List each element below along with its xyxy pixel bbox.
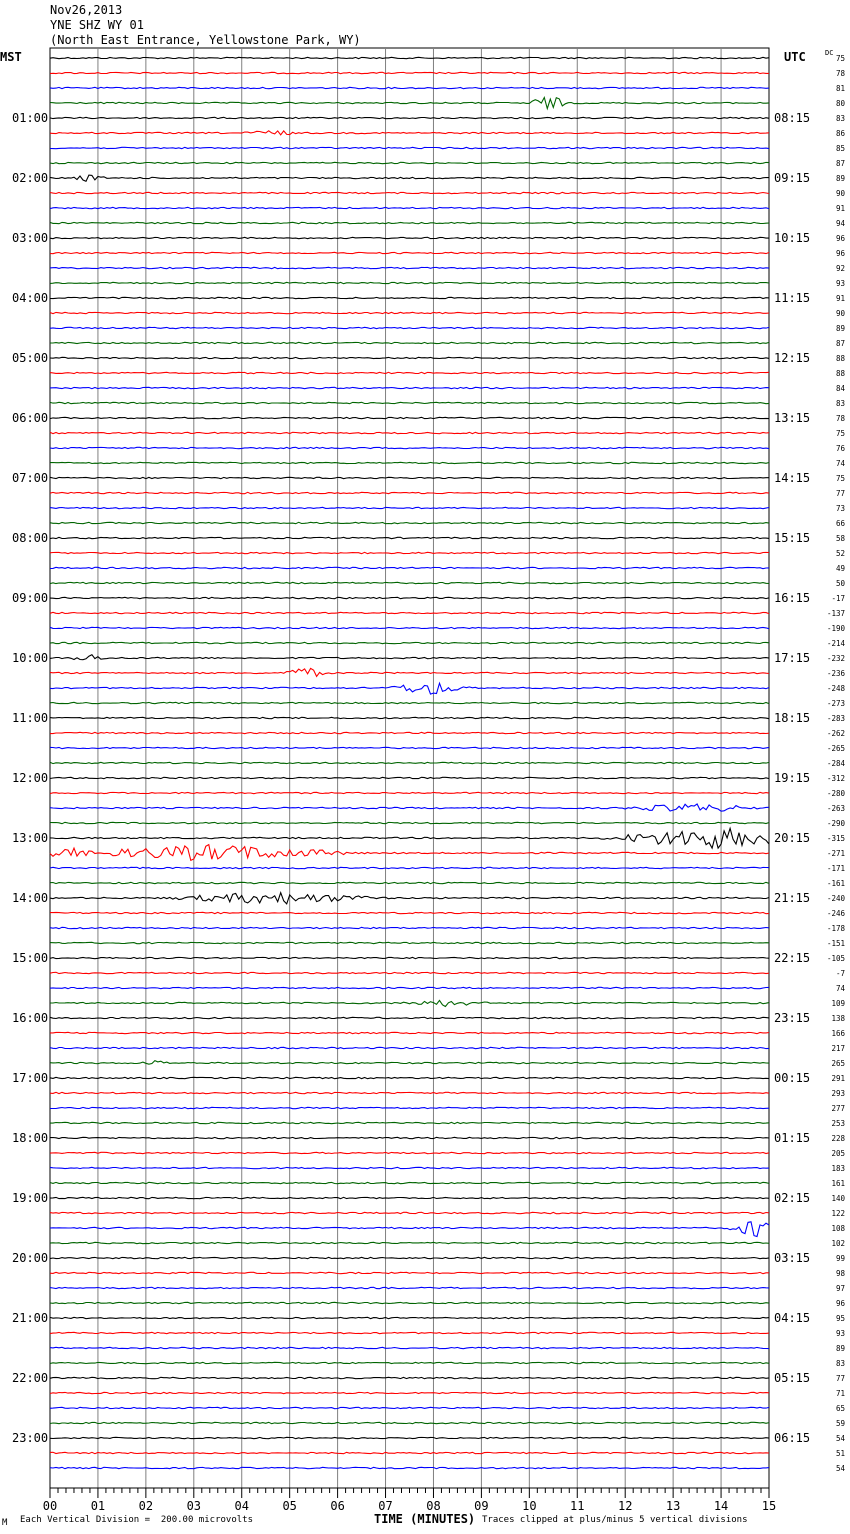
left-hour-label: 11:00	[12, 711, 49, 725]
dc-offset-label: 109	[831, 999, 845, 1008]
left-hour-label: 20:00	[12, 1251, 49, 1265]
dc-offset-label: 102	[831, 1239, 845, 1248]
dc-offset-label: 108	[831, 1224, 845, 1233]
trace-line	[50, 777, 769, 778]
trace-line	[50, 655, 769, 660]
trace-line	[50, 237, 769, 238]
dc-offset-label: 90	[835, 309, 845, 318]
trace-line	[50, 87, 769, 88]
dc-offset-label: 88	[835, 354, 845, 363]
trace-line	[50, 1222, 769, 1237]
dc-offset-label: -190	[826, 624, 845, 633]
trace-line	[50, 1332, 769, 1333]
dc-offset-label: 89	[835, 174, 845, 183]
dc-offset-label: 91	[835, 294, 845, 303]
station-label: YNE SHZ WY 01	[50, 18, 144, 32]
trace-line	[50, 1212, 769, 1213]
trace-line	[50, 893, 769, 904]
left-hour-label: 03:00	[12, 231, 49, 245]
left-hour-label: 16:00	[12, 1011, 49, 1025]
trace-line	[50, 732, 769, 733]
left-hour-label: 05:00	[12, 351, 49, 365]
right-hour-label: 22:15	[774, 951, 811, 965]
dc-offset-label: 50	[835, 579, 845, 588]
right-hour-label: 05:15	[774, 1371, 811, 1385]
dc-offset-label: 87	[835, 159, 845, 168]
dc-offset-label: 75	[835, 54, 845, 63]
dc-offset-label: 54	[835, 1434, 845, 1443]
x-tick-label: 05	[282, 1499, 297, 1513]
x-tick-label: 12	[617, 1499, 633, 1513]
trace-line	[50, 792, 769, 793]
x-tick-label: 01	[90, 1499, 106, 1513]
trace-line	[50, 72, 769, 73]
trace-line	[50, 867, 769, 868]
right-hour-label: 14:15	[774, 471, 811, 485]
dc-offset-label: 78	[835, 69, 845, 78]
trace-line	[50, 98, 769, 109]
right-hour-label: 02:15	[774, 1191, 811, 1205]
x-tick-label: 06	[330, 1499, 345, 1513]
trace-line	[50, 957, 769, 958]
dc-offset-label: -236	[826, 669, 845, 678]
dc-offset-label: 74	[835, 984, 845, 993]
trace-line	[50, 627, 769, 628]
dc-offset-label: 89	[835, 1344, 845, 1353]
trace-line	[50, 1152, 769, 1153]
left-hour-label: 10:00	[12, 651, 49, 665]
dc-offset-label: 66	[835, 519, 845, 528]
right-hour-label: 03:15	[774, 1251, 811, 1265]
trace-line	[50, 1167, 769, 1168]
trace-line	[50, 1032, 769, 1033]
trace-line	[50, 1137, 769, 1138]
trace-line	[50, 162, 769, 163]
dc-offset-label: 92	[835, 264, 845, 273]
left-hour-label: 14:00	[12, 891, 49, 905]
trace-line	[50, 1422, 769, 1423]
left-hour-label: 12:00	[12, 771, 49, 785]
dc-offset-label: 76	[835, 444, 845, 453]
trace-line	[50, 828, 769, 848]
dc-offset-label: -105	[826, 954, 845, 963]
dc-offset-label: 96	[835, 1299, 845, 1308]
dc-offset-label: -290	[826, 819, 845, 828]
dc-offset-label: -271	[826, 849, 845, 858]
dc-offset-label: 83	[835, 399, 845, 408]
dc-offset-label: 89	[835, 324, 845, 333]
dc-offset-label: -262	[826, 729, 845, 738]
x-tick-label: 15	[761, 1499, 777, 1513]
dc-offset-label: 205	[831, 1149, 845, 1158]
dc-offset-label: -171	[826, 864, 845, 873]
trace-line	[50, 683, 769, 694]
left-hour-label: 19:00	[12, 1191, 49, 1205]
trace-line	[50, 1242, 769, 1243]
dc-offset-label: 81	[835, 84, 845, 93]
trace-line	[50, 1000, 769, 1006]
left-hour-label: 02:00	[12, 171, 49, 185]
dc-offset-label: 96	[835, 249, 845, 258]
dc-offset-label: 253	[831, 1119, 845, 1128]
trace-line	[50, 1392, 769, 1393]
trace-line	[50, 1182, 769, 1183]
trace-line	[50, 297, 769, 298]
dc-offset-label: 52	[835, 549, 845, 558]
date-label: Nov26,2013	[50, 3, 123, 17]
dc-offset-label: 65	[835, 1404, 845, 1413]
dc-offset-label: -178	[826, 924, 845, 933]
right-hour-label: 04:15	[774, 1311, 811, 1325]
trace-line	[50, 1077, 769, 1078]
dc-offset-label: 59	[835, 1419, 845, 1428]
dc-offset-label: 228	[831, 1134, 845, 1143]
dc-offset-label: 83	[835, 114, 845, 123]
trace-line	[50, 762, 769, 763]
dc-offset-label: 51	[835, 1449, 845, 1458]
dc-offset-label: 77	[835, 489, 845, 498]
right-hour-label: 20:15	[774, 831, 811, 845]
corner-mark: M	[2, 1518, 8, 1528]
trace-line	[50, 175, 769, 181]
trace-line	[50, 1092, 769, 1093]
dc-offset-label: 83	[835, 1359, 845, 1368]
dc-offset-label: 265	[831, 1059, 845, 1068]
trace-line	[50, 717, 769, 718]
dc-offset-label: -137	[826, 609, 845, 618]
right-hour-label: 09:15	[774, 171, 811, 185]
trace-line	[50, 477, 769, 478]
trace-line	[50, 507, 769, 508]
dc-offset-label: -315	[826, 834, 845, 843]
right-hour-label: 19:15	[774, 771, 811, 785]
left-hour-label: 23:00	[12, 1431, 49, 1445]
left-hour-label: 15:00	[12, 951, 49, 965]
dc-offset-label: 88	[835, 369, 845, 378]
trace-line	[50, 1362, 769, 1363]
dc-offset-label: 80	[835, 99, 845, 108]
trace-line	[50, 282, 769, 283]
trace-line	[50, 642, 769, 643]
dc-offset-label: 86	[835, 129, 845, 138]
dc-offset-label: 74	[835, 459, 845, 468]
dc-offset-label: -17	[831, 594, 845, 603]
trace-line	[50, 612, 769, 613]
dc-offset-label: -248	[826, 684, 845, 693]
dc-offset-label: -273	[826, 699, 845, 708]
trace-line	[50, 597, 769, 598]
trace-line	[50, 972, 769, 973]
dc-offset-label: 140	[831, 1194, 845, 1203]
trace-line	[50, 252, 769, 253]
trace-line	[50, 1272, 769, 1273]
dc-offset-label: 96	[835, 234, 845, 243]
trace-line	[50, 402, 769, 403]
x-tick-label: 00	[42, 1499, 58, 1513]
trace-line	[50, 417, 769, 418]
location-label: (North East Entrance, Yellowstone Park, WY)	[50, 33, 361, 47]
left-hour-label: 06:00	[12, 411, 49, 425]
right-hour-label: 21:15	[774, 891, 811, 905]
trace-line	[50, 492, 769, 493]
dc-offset-label: 277	[831, 1104, 845, 1113]
trace-line	[50, 357, 769, 358]
trace-line	[50, 222, 769, 223]
dc-offset-label: 183	[831, 1164, 845, 1173]
left-timezone-label: MST	[0, 50, 22, 64]
right-hour-label: 06:15	[774, 1431, 811, 1445]
right-hour-label: 17:15	[774, 651, 811, 665]
trace-line	[50, 1197, 769, 1198]
trace-line	[50, 312, 769, 313]
dc-header-label: DC	[825, 49, 834, 57]
left-hour-label: 22:00	[12, 1371, 49, 1385]
trace-line	[50, 192, 769, 193]
x-tick-label: 10	[522, 1499, 537, 1513]
left-hour-label: 21:00	[12, 1311, 49, 1325]
dc-offset-label: -284	[826, 759, 845, 768]
dc-offset-label: 71	[835, 1389, 845, 1398]
dc-offset-label: -312	[826, 774, 845, 783]
dc-offset-label: 122	[831, 1209, 845, 1218]
dc-offset-label: 78	[835, 414, 845, 423]
dc-offset-label: 97	[835, 1284, 845, 1293]
right-hour-label: 00:15	[774, 1071, 811, 1085]
dc-offset-label: 75	[835, 474, 845, 483]
dc-offset-label: 54	[835, 1464, 845, 1473]
x-tick-label: 07	[378, 1499, 393, 1513]
trace-line	[50, 1061, 769, 1065]
dc-offset-label: 75	[835, 429, 845, 438]
trace-line	[50, 552, 769, 553]
dc-offset-label: 87	[835, 339, 845, 348]
dc-offset-label: 93	[835, 1329, 845, 1338]
trace-line	[50, 1302, 769, 1303]
dc-offset-label: 85	[835, 144, 845, 153]
dc-offset-label: 138	[831, 1014, 845, 1023]
trace-line	[50, 822, 769, 823]
trace-line	[50, 804, 769, 811]
trace-line	[50, 1047, 769, 1048]
trace-line	[50, 845, 769, 861]
right-hour-label: 23:15	[774, 1011, 811, 1025]
left-hour-label: 08:00	[12, 531, 49, 545]
trace-line	[50, 1377, 769, 1378]
dc-offset-label: -265	[826, 744, 845, 753]
dc-offset-label: 91	[835, 204, 845, 213]
dc-offset-label: 217	[831, 1044, 845, 1053]
trace-line	[50, 522, 769, 523]
trace-line	[50, 447, 769, 448]
trace-line	[50, 882, 769, 883]
left-hour-label: 07:00	[12, 471, 49, 485]
left-hour-label: 18:00	[12, 1131, 49, 1145]
trace-line	[50, 1437, 769, 1438]
x-tick-label: 09	[474, 1499, 489, 1513]
left-hour-label: 01:00	[12, 111, 49, 125]
x-axis-title: TIME (MINUTES)	[374, 1512, 476, 1526]
trace-line	[50, 131, 769, 135]
trace-line	[50, 462, 769, 463]
x-tick-label: 11	[570, 1499, 585, 1513]
dc-offset-label: 99	[835, 1254, 845, 1263]
dc-offset-label: 73	[835, 504, 845, 513]
right-hour-label: 01:15	[774, 1131, 811, 1145]
trace-line	[50, 1287, 769, 1288]
trace-line	[50, 582, 769, 583]
trace-line	[50, 147, 769, 148]
dc-offset-label: -232	[826, 654, 845, 663]
dc-offset-label: -240	[826, 894, 845, 903]
trace-line	[50, 1467, 769, 1468]
dc-offset-label: 58	[835, 534, 845, 543]
x-tick-label: 14	[713, 1499, 729, 1513]
dc-offset-label: 293	[831, 1089, 845, 1098]
dc-offset-label: -263	[826, 804, 845, 813]
trace-line	[50, 1347, 769, 1348]
left-hour-label: 17:00	[12, 1071, 49, 1085]
dc-offset-label: -214	[826, 639, 845, 648]
right-hour-label: 11:15	[774, 291, 811, 305]
dc-offset-label: 84	[835, 384, 845, 393]
dc-offset-label: -246	[826, 909, 845, 918]
trace-line	[50, 912, 769, 913]
trace-line	[50, 567, 769, 568]
right-hour-label: 10:15	[774, 231, 811, 245]
x-tick-label: 03	[186, 1499, 202, 1513]
dc-offset-label: 77	[835, 1374, 845, 1383]
trace-line	[50, 342, 769, 343]
dc-offset-label: -280	[826, 789, 845, 798]
trace-line	[50, 387, 769, 388]
trace-line	[50, 1317, 769, 1318]
trace-line	[50, 327, 769, 328]
dc-offset-label: 93	[835, 279, 845, 288]
dc-offset-label: 49	[835, 564, 845, 573]
trace-line	[50, 942, 769, 943]
trace-line	[50, 1122, 769, 1123]
trace-line	[50, 1257, 769, 1258]
dc-offset-label: 90	[835, 189, 845, 198]
trace-line	[50, 432, 769, 433]
dc-offset-label: -151	[826, 939, 845, 948]
trace-line	[50, 987, 769, 988]
right-hour-label: 12:15	[774, 351, 811, 365]
dc-offset-label: 98	[835, 1269, 845, 1278]
trace-line	[50, 372, 769, 373]
scale-note: Each Vertical Division = 200.00 microvolts	[20, 1515, 253, 1525]
clip-note: Traces clipped at plus/minus 5 vertical divisions	[482, 1515, 748, 1525]
trace-line	[50, 1407, 769, 1408]
dc-offset-label: 166	[831, 1029, 845, 1038]
left-hour-label: 04:00	[12, 291, 49, 305]
x-tick-label: 08	[426, 1499, 441, 1513]
right-timezone-label: UTC	[784, 50, 806, 64]
dc-offset-label: 95	[835, 1314, 845, 1323]
x-tick-label: 04	[234, 1499, 249, 1513]
trace-line	[50, 927, 769, 928]
dc-offset-label: 291	[831, 1074, 845, 1083]
dc-offset-label: -161	[826, 879, 845, 888]
right-hour-label: 13:15	[774, 411, 811, 425]
trace-line	[50, 537, 769, 538]
trace-line	[50, 57, 769, 58]
trace-line	[50, 1107, 769, 1108]
x-tick-label: 13	[665, 1499, 681, 1513]
right-hour-label: 16:15	[774, 591, 811, 605]
x-tick-label: 02	[138, 1499, 154, 1513]
trace-line	[50, 668, 769, 676]
trace-line	[50, 1017, 769, 1018]
trace-line	[50, 207, 769, 208]
trace-line	[50, 117, 769, 118]
dc-offset-label: -7	[835, 969, 845, 978]
trace-line	[50, 747, 769, 748]
right-hour-label: 08:15	[774, 111, 811, 125]
right-hour-label: 18:15	[774, 711, 811, 725]
dc-offset-label: 161	[831, 1179, 845, 1188]
dc-offset-label: 94	[835, 219, 845, 228]
trace-line	[50, 1452, 769, 1453]
right-hour-label: 15:15	[774, 531, 811, 545]
left-hour-label: 13:00	[12, 831, 49, 845]
dc-offset-label: -283	[826, 714, 845, 723]
trace-line	[50, 267, 769, 268]
left-hour-label: 09:00	[12, 591, 49, 605]
trace-line	[50, 702, 769, 703]
